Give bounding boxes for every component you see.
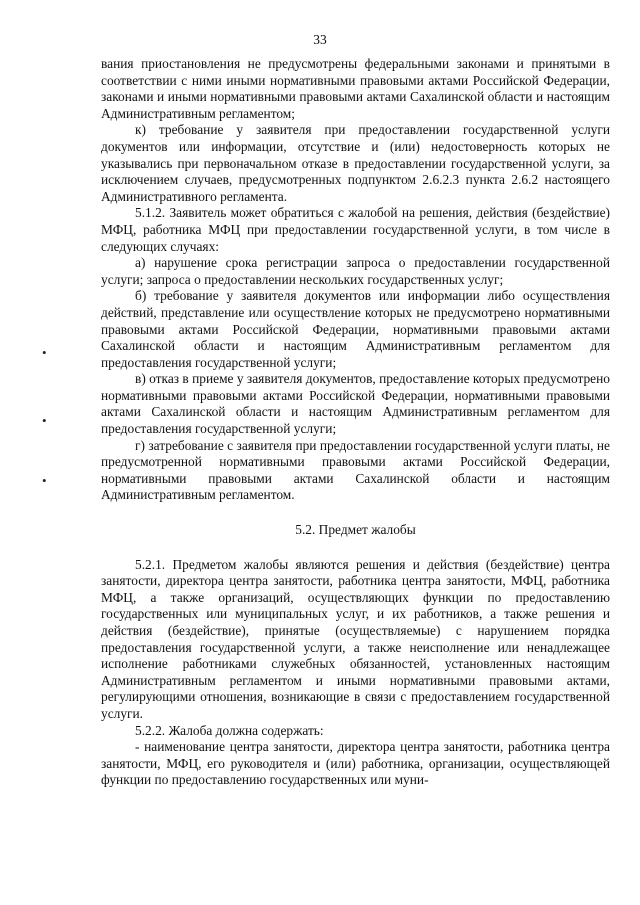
paragraph: б) требование у заявителя документов или информации либо осуществления действий, представление или осуществление которых не предусмотрено нормативными правовыми актами Российской Федерации, нормативными правовыми актами Сахалинской области и настоящим Административным регламентом для предоставления государственной услуги;: [101, 288, 610, 370]
spacer: [101, 504, 610, 522]
section-title: 5.2. Предмет жалобы: [295, 522, 416, 538]
document-body: [101, 56, 610, 789]
page-number: 33: [313, 32, 327, 47]
paragraph: 5.2.2. Жалоба должна содержать:: [135, 722, 324, 738]
paragraph: 5.1.2. Заявитель может обратиться с жалобой на решения, действия (бездействие) МФЦ, работника МФЦ при предоставлении государственной услуги, в том числе в следующих случаях:: [101, 205, 610, 254]
paragraph: г) затребование с заявителя при предоставлении государственной услуги платы, не предусмотренной нормативными правовыми актами Российской Федерации, нормативными правовыми актами Сахалинской области и настоящим Административным регламентом.: [101, 437, 610, 503]
margin-mark: •: [42, 473, 47, 488]
paragraph: 5.2.1. Предметом жалобы являются решения и действия (бездействие) центра занятости, директора центра занятости, работника центра занятости, МФЦ, работника МФЦ, а также организаций, осуществляющих функции по предоставлению государственных или муниципальных услуг, и их работников, а также решения и действия (бездействие), принятые (осуществляемые) с нарушением порядка предоставления государственной услуги, а также неисполнение или ненадлежащее исполнение работниками служебных обязанностей, установленных настоящим Административным регламентом и иными нормативными правовыми актами, регулирующими отношения, возникающие в связи с предоставлением государственной услуги.: [101, 556, 610, 721]
margin-mark: •: [42, 345, 47, 360]
paragraph: в) отказ в приеме у заявителя документов, предоставление которых предусмотрено нормативными правовыми актами Российской Федерации, нормативными правовыми актами Сахалинской области и настоящим Административным регламентом для предоставления государственной услуги;: [101, 371, 610, 437]
spacer: [101, 539, 610, 557]
paragraph: вания приостановления не предусмотрены федеральными законами и принятыми в соответствии с ними иными нормативными правовыми актами Российской Федерации, законами и иными нормативными правовыми актами Сахалинской области и настоящим Административным регламентом;: [101, 56, 610, 121]
margin-mark: •: [42, 413, 47, 428]
paragraph: - наименование центра занятости, директора центра занятости, работника центра занятости, МФЦ, его руководителя и (или) работника, организации, осуществляющей функции по предоставлению государственных или муни-: [101, 739, 610, 788]
paragraph: к) требование у заявителя при предоставлении государственной услуги документов или информации, отсутствие и (или) недостоверность которых не указывались при первоначальном отказе в предоставлении государственной услуги, за исключением случаев, предусмотренных подпунктом 2.6.2.3 пункта 2.6.2 настоящего Административного регламента.: [101, 122, 610, 204]
paragraph: а) нарушение срока регистрации запроса о предоставлении государственной услуги; запроса о предоставлении нескольких государственных услуг;: [101, 255, 610, 287]
